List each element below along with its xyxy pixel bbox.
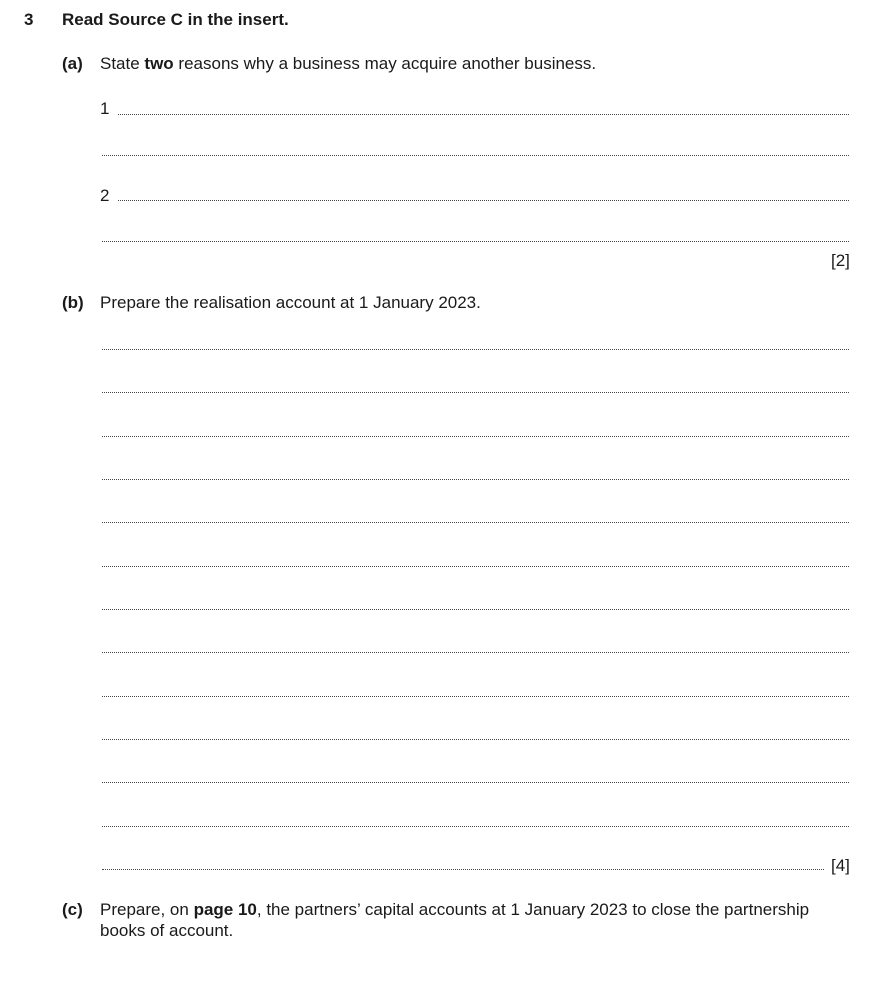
answer-line-2-number: 2 (100, 186, 110, 205)
part-a-label: (a) (62, 54, 83, 73)
answer-line-a2b[interactable] (102, 241, 849, 242)
part-a-text-bold: two (144, 54, 174, 73)
answer-line-b1[interactable] (102, 349, 849, 350)
answer-line-b12[interactable] (102, 826, 849, 827)
answer-line-b7[interactable] (102, 609, 849, 610)
part-a-marks: [2] (831, 251, 850, 270)
question-instruction: Read Source C in the insert. (62, 10, 289, 29)
answer-line-b5[interactable] (102, 522, 849, 523)
part-c-label: (c) (62, 900, 83, 919)
part-b-marks: [4] (831, 856, 850, 875)
answer-line-b4[interactable] (102, 479, 849, 480)
part-a-question (100, 54, 596, 74)
part-c-question-line2: books of account. (100, 921, 234, 940)
answer-line-a1b[interactable] (102, 155, 849, 156)
answer-line-b13[interactable] (102, 869, 824, 870)
answer-line-b10[interactable] (102, 739, 849, 740)
answer-line-b2[interactable] (102, 392, 849, 393)
part-c-question-line1 (100, 900, 809, 920)
part-a-text-after: reasons why a business may acquire another business. (173, 54, 597, 73)
answer-line-a1[interactable] (118, 114, 849, 115)
answer-line-b3[interactable] (102, 436, 849, 437)
answer-line-b8[interactable] (102, 652, 849, 653)
answer-line-b11[interactable] (102, 782, 849, 783)
question-number: 3 (24, 10, 34, 29)
part-c-text-bold: page 10 (193, 900, 257, 919)
answer-line-a2[interactable] (118, 200, 849, 201)
answer-line-1-number: 1 (100, 99, 110, 118)
answer-line-b6[interactable] (102, 566, 849, 567)
part-b-question: Prepare the realisation account at 1 January 2023. (100, 293, 481, 312)
part-c-text-after: , the partners’ capital accounts at 1 January 2023 to close the partnership (256, 900, 810, 919)
part-b-label: (b) (62, 293, 84, 312)
answer-line-b9[interactable] (102, 696, 849, 697)
part-a-text-before: State (100, 54, 145, 73)
part-c-text-before: Prepare, on (100, 900, 194, 919)
